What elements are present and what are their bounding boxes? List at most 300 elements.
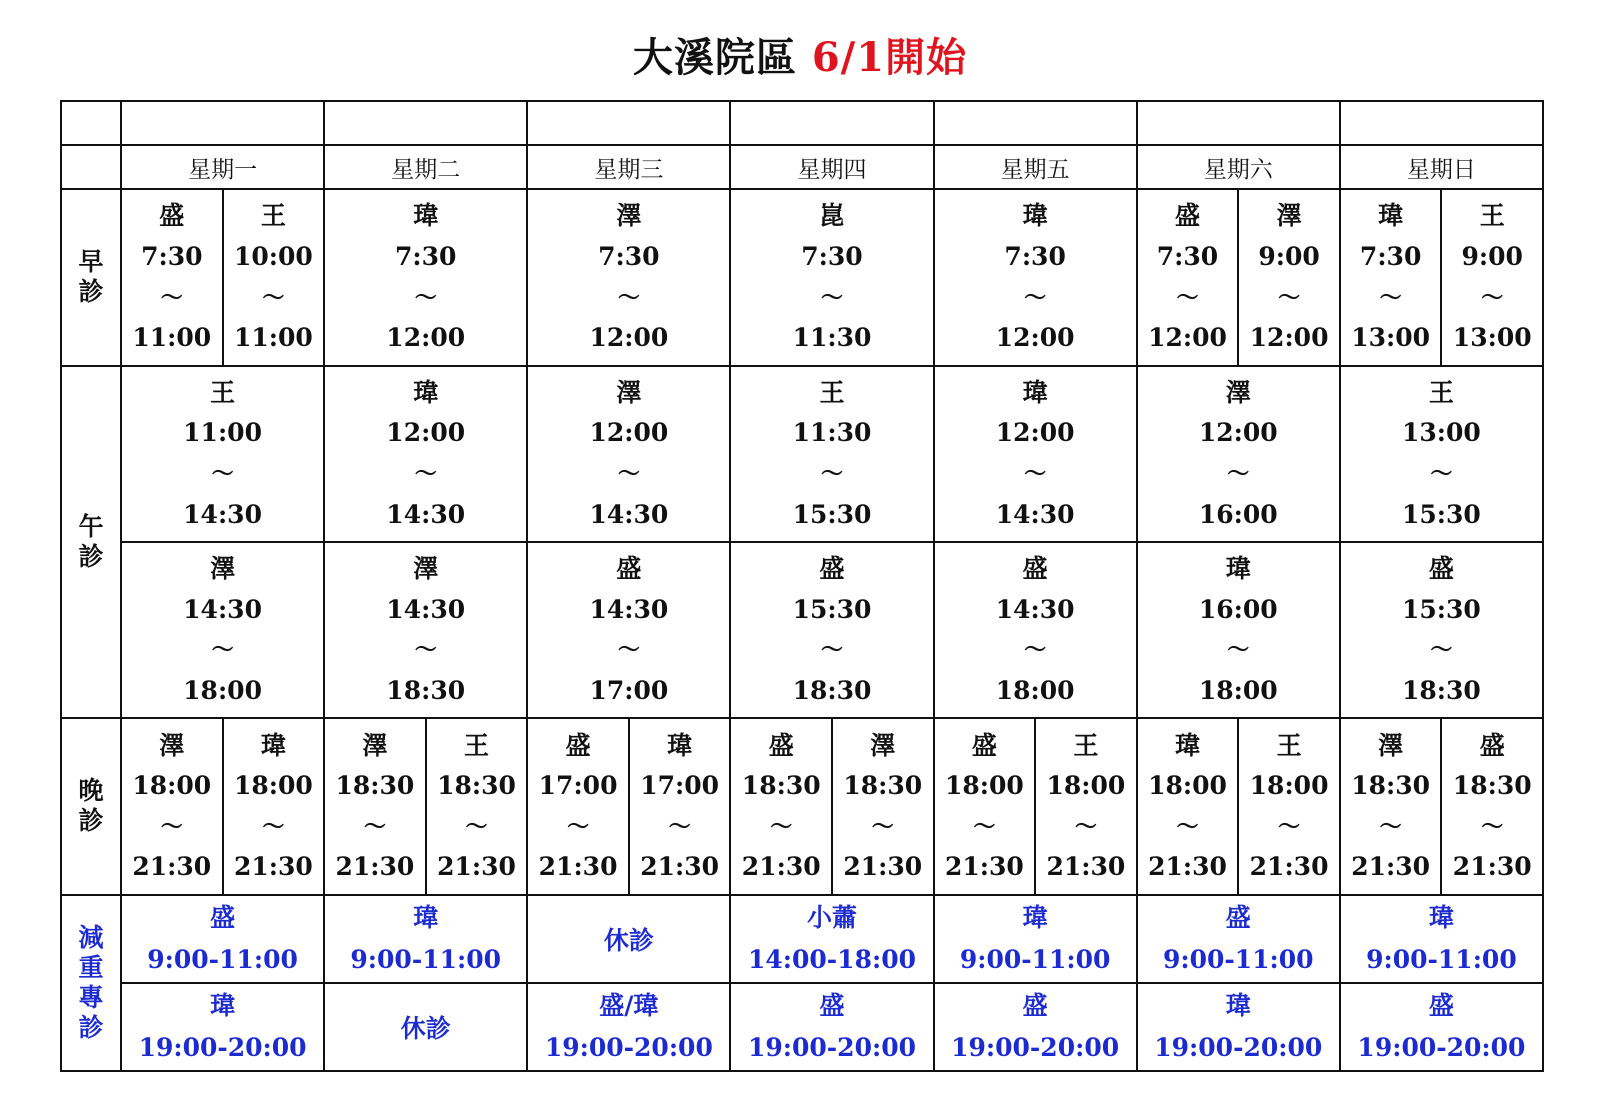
time-slot (935, 367, 1136, 541)
tilde-separator: ～ (1227, 460, 1250, 487)
time-slot (731, 367, 932, 541)
start-time: 15:30 (1402, 594, 1481, 624)
blank-cell (730, 101, 933, 145)
weight2-cell (324, 983, 527, 1071)
end-time: 18:30 (1402, 675, 1481, 705)
start-time: 18:30 (1351, 771, 1431, 801)
doctor-name: 盛 (1225, 902, 1251, 932)
split-cell (1341, 719, 1542, 893)
evening-cell (730, 718, 933, 894)
afternoon-row-2 (61, 542, 1543, 718)
split-cell (1341, 190, 1542, 364)
afternoon2-cell (527, 542, 730, 718)
start-time: 18:00 (233, 771, 313, 801)
start-time: 18:30 (741, 771, 821, 801)
weight1-cell (527, 895, 730, 983)
doctor-name: 澤 (159, 730, 185, 760)
half-cell (528, 719, 628, 893)
tilde-separator: ～ (414, 460, 437, 487)
doctor-name: 瑋 (260, 730, 286, 760)
day-header: 星期六 (1137, 145, 1340, 189)
morning-cell (730, 189, 933, 365)
time-slot (1036, 719, 1136, 893)
weight2-cell (730, 983, 933, 1071)
tilde-separator: ～ (770, 813, 793, 840)
weight1-cell (1137, 895, 1340, 983)
time-slot (935, 543, 1136, 717)
session-time: 9:00-11:00 (1366, 944, 1517, 974)
doctor-name: 盛 (768, 730, 794, 760)
afternoon2-cell (121, 542, 324, 718)
doctor-name: 瑋 (413, 201, 439, 231)
weight-loss-slot (731, 984, 932, 1070)
start-time: 16:00 (1198, 594, 1278, 624)
tilde-separator: ～ (211, 637, 234, 664)
end-time: 21:30 (233, 852, 313, 882)
end-time: 21:30 (132, 852, 212, 882)
time-slot (325, 190, 526, 364)
time-slot (427, 719, 527, 893)
doctor-name: 盛 (159, 201, 185, 231)
tilde-separator: ～ (160, 284, 183, 311)
evening-cell (527, 718, 730, 894)
time-slot (122, 543, 323, 717)
time-slot (1442, 719, 1542, 893)
corner-cell (61, 145, 121, 189)
doctor-name: 瑋 (667, 730, 693, 760)
doctor-name: 小蕭 (806, 902, 857, 932)
start-time: 11:30 (792, 418, 872, 448)
tilde-separator: ～ (1024, 637, 1047, 664)
morning-cell (324, 189, 527, 365)
doctor-name: 盛/瑋 (599, 990, 659, 1020)
doctor-name: 瑋 (1225, 990, 1251, 1020)
doctor-name: 王 (1428, 377, 1454, 407)
doctor-name: 瑋 (1378, 201, 1404, 231)
doctor-name: 澤 (616, 377, 642, 407)
doctor-name: 盛 (616, 554, 642, 584)
session-time: 9:00-11:00 (959, 944, 1111, 974)
start-time: 18:00 (132, 771, 212, 801)
afternoon1-cell (1137, 366, 1340, 542)
end-time: 17:00 (589, 675, 669, 705)
session-time: 19:00-20:00 (138, 1032, 307, 1062)
doctor-name: 瑋 (210, 990, 236, 1020)
day-header: 星期三 (527, 145, 730, 189)
session-time: 14:00-18:00 (747, 944, 916, 974)
tilde-separator: ～ (465, 813, 488, 840)
weight-loss-slot (1341, 896, 1542, 982)
split-cell (935, 719, 1136, 893)
blank-cell (121, 101, 324, 145)
end-time: 12:00 (386, 323, 466, 353)
start-time: 14:30 (995, 594, 1075, 624)
time-slot (1239, 190, 1339, 364)
row-label-weight-loss (61, 895, 121, 1071)
half-cell (122, 190, 222, 364)
end-time: 21:30 (1249, 852, 1329, 882)
start-time: 7:30 (1359, 242, 1422, 272)
title-main: 大溪院區 (632, 34, 812, 81)
doctor-name: 盛 (819, 990, 845, 1020)
time-slot (122, 190, 222, 364)
start-time: 18:30 (335, 771, 415, 801)
start-time: 18:00 (1046, 771, 1126, 801)
time-slot (630, 719, 730, 893)
start-time: 17:00 (538, 771, 618, 801)
doctor-name: 瑋 (1022, 201, 1048, 231)
half-cell (731, 719, 831, 893)
doctor-name: 王 (1276, 730, 1302, 760)
half-cell (628, 719, 730, 893)
weight-loss-slot (935, 896, 1136, 982)
half-cell (122, 719, 222, 893)
time-slot (1341, 367, 1542, 541)
doctor-name: 瑋 (1174, 730, 1200, 760)
day-header: 星期五 (934, 145, 1137, 189)
start-time: 7:30 (395, 242, 457, 272)
blank-cell (934, 101, 1137, 145)
session-time: 9:00-11:00 (350, 944, 502, 974)
afternoon2-cell (1137, 542, 1340, 718)
half-cell (222, 190, 324, 364)
time-slot (731, 719, 831, 893)
tilde-separator: ～ (1074, 813, 1097, 840)
split-cell (325, 719, 526, 893)
half-cell (325, 719, 425, 893)
afternoon2-cell (1340, 542, 1543, 718)
end-time: 21:30 (1046, 852, 1126, 882)
time-slot (1138, 190, 1238, 364)
half-cell (1138, 190, 1238, 364)
end-time: 21:30 (944, 852, 1024, 882)
time-slot (731, 190, 932, 364)
end-time: 14:30 (995, 499, 1075, 529)
start-time: 7:30 (801, 242, 863, 272)
end-time: 21:30 (1452, 852, 1532, 882)
doctor-name: 王 (819, 377, 845, 407)
weight1-cell (1340, 895, 1543, 983)
time-slot (224, 719, 324, 893)
end-time: 11:00 (132, 323, 212, 353)
doctor-name: 澤 (362, 730, 388, 760)
doctor-name: 澤 (1225, 377, 1251, 407)
tilde-separator: ～ (160, 813, 183, 840)
weight-loss-slot (1138, 896, 1339, 982)
afternoon2-cell (934, 542, 1137, 718)
tilde-separator: ～ (363, 813, 386, 840)
time-slot (528, 367, 729, 541)
tilde-separator: ～ (1024, 284, 1047, 311)
time-slot (1442, 190, 1542, 364)
evening-cell (324, 718, 527, 894)
doctor-name: 盛 (1428, 554, 1454, 584)
half-cell (831, 719, 933, 893)
doctor-name: 王 (1073, 730, 1099, 760)
day-header-row (61, 145, 1543, 189)
session-time: 19:00-20:00 (1357, 1032, 1526, 1062)
start-time: 14:30 (589, 594, 669, 624)
weight-loss-slot (1341, 984, 1542, 1070)
doctor-name: 澤 (1276, 201, 1302, 231)
start-time: 9:00 (1258, 242, 1320, 272)
end-time: 21:30 (1351, 852, 1431, 882)
afternoon2-cell (324, 542, 527, 718)
start-time: 12:00 (995, 418, 1075, 448)
tilde-separator: ～ (871, 813, 894, 840)
tilde-separator: ～ (1379, 284, 1402, 311)
doctor-name: 盛 (1022, 990, 1048, 1020)
title-start-date: 6/1開始 (811, 34, 968, 81)
row-label-evening (61, 718, 121, 894)
end-time: 18:00 (1198, 675, 1278, 705)
split-cell (1138, 719, 1339, 893)
afternoon1-cell (934, 366, 1137, 542)
half-cell (1237, 719, 1339, 893)
weight-loss-slot (122, 896, 323, 982)
end-time: 21:30 (335, 852, 415, 882)
weight2-cell (527, 983, 730, 1071)
doctor-name: 盛 (565, 730, 591, 760)
time-slot (1138, 367, 1339, 541)
half-cell (935, 719, 1035, 893)
start-time: 10:00 (233, 242, 313, 272)
closed-label: 休診 (603, 925, 654, 955)
weight1-cell (730, 895, 933, 983)
session-time: 9:00-11:00 (147, 944, 298, 974)
tilde-separator: ～ (211, 460, 234, 487)
start-time: 7:30 (598, 242, 660, 272)
start-time: 18:00 (944, 771, 1024, 801)
end-time: 21:30 (843, 852, 923, 882)
time-slot (528, 543, 729, 717)
end-time: 21:30 (538, 852, 618, 882)
time-slot (1138, 543, 1339, 717)
tilde-separator: ～ (820, 637, 843, 664)
page-title (0, 30, 1600, 86)
evening-cell (1137, 718, 1340, 894)
weight2-cell (1340, 983, 1543, 1071)
end-time: 18:00 (995, 675, 1075, 705)
end-time: 12:00 (1148, 323, 1227, 353)
end-time: 11:30 (792, 323, 872, 353)
end-time: 12:00 (995, 323, 1075, 353)
weight2-cell (121, 983, 324, 1071)
doctor-name: 澤 (870, 730, 896, 760)
blank-cell (1340, 101, 1543, 145)
doctor-name: 瑋 (413, 377, 439, 407)
end-time: 14:30 (589, 499, 669, 529)
half-cell (1341, 190, 1441, 364)
split-cell (122, 719, 323, 893)
start-time: 9:00 (1461, 242, 1523, 272)
doctor-name: 澤 (616, 201, 642, 231)
day-header: 星期四 (730, 145, 933, 189)
afternoon1-cell (527, 366, 730, 542)
evening-row (61, 718, 1543, 894)
split-cell (1138, 190, 1339, 364)
weight-loss-slot (1138, 984, 1339, 1070)
doctor-name: 盛 (1428, 990, 1454, 1020)
time-slot (528, 719, 628, 893)
end-time: 18:30 (386, 675, 466, 705)
weight-loss-row-1 (61, 895, 1543, 983)
time-slot (1341, 719, 1441, 893)
afternoon2-cell (730, 542, 933, 718)
tilde-separator: ～ (617, 284, 640, 311)
evening-cell (1340, 718, 1543, 894)
weight-loss-slot (935, 984, 1136, 1070)
afternoon1-cell (324, 366, 527, 542)
time-slot (833, 719, 933, 893)
split-cell (122, 190, 323, 364)
time-slot (1138, 719, 1238, 893)
start-time: 18:00 (1249, 771, 1329, 801)
half-cell (1034, 719, 1136, 893)
weight2-cell (934, 983, 1137, 1071)
weight-loss-slot (528, 984, 729, 1070)
start-time: 18:30 (843, 771, 923, 801)
row-label-text: 減重專診 (78, 922, 104, 1042)
start-time: 12:00 (386, 418, 466, 448)
time-slot (224, 190, 324, 364)
split-cell (528, 719, 729, 893)
end-time: 12:00 (1249, 323, 1329, 353)
tilde-separator: ～ (414, 637, 437, 664)
morning-row (61, 189, 1543, 365)
tilde-separator: ～ (1227, 637, 1250, 664)
time-slot (325, 543, 526, 717)
weight2-cell (1137, 983, 1340, 1071)
tilde-separator: ～ (668, 813, 691, 840)
blank-row (61, 101, 1543, 145)
row-label-afternoon (61, 366, 121, 719)
doctor-name: 王 (210, 377, 236, 407)
end-time: 15:30 (1402, 499, 1481, 529)
start-time: 13:00 (1402, 418, 1481, 448)
doctor-name: 盛 (210, 902, 236, 932)
tilde-separator: ～ (617, 460, 640, 487)
doctor-name: 盛 (1174, 201, 1200, 231)
split-cell (731, 719, 932, 893)
end-time: 21:30 (437, 852, 516, 882)
tilde-separator: ～ (262, 284, 285, 311)
weight-loss-row-2 (61, 983, 1543, 1071)
start-time: 7:30 (141, 242, 203, 272)
blank-cell (324, 101, 527, 145)
tilde-separator: ～ (820, 460, 843, 487)
doctor-name: 盛 (1479, 730, 1505, 760)
tilde-separator: ～ (1379, 813, 1402, 840)
time-slot (325, 719, 425, 893)
start-time: 12:00 (1198, 418, 1278, 448)
session-time: 19:00-20:00 (1154, 1032, 1323, 1062)
end-time: 21:30 (1148, 852, 1227, 882)
time-slot (528, 190, 729, 364)
half-cell (1440, 190, 1542, 364)
start-time: 14:30 (386, 594, 466, 624)
tilde-separator: ～ (1430, 460, 1453, 487)
start-time: 7:30 (1156, 242, 1219, 272)
doctor-name: 澤 (210, 554, 236, 584)
evening-cell (934, 718, 1137, 894)
schedule-table (60, 100, 1544, 1072)
start-time: 7:30 (1004, 242, 1066, 272)
half-cell (1440, 719, 1542, 893)
tilde-separator: ～ (1278, 284, 1301, 311)
tilde-separator: ～ (1024, 460, 1047, 487)
end-time: 21:30 (640, 852, 720, 882)
tilde-separator: ～ (617, 637, 640, 664)
morning-cell (121, 189, 324, 365)
afternoon1-cell (121, 366, 324, 542)
time-slot (731, 543, 932, 717)
doctor-name: 瑋 (1428, 902, 1454, 932)
start-time: 18:00 (1148, 771, 1227, 801)
half-cell (425, 719, 527, 893)
blank-cell (527, 101, 730, 145)
doctor-name: 王 (260, 201, 286, 231)
end-time: 12:00 (589, 323, 669, 353)
morning-cell (527, 189, 730, 365)
time-slot (1341, 190, 1441, 364)
weight1-cell (934, 895, 1137, 983)
time-slot (935, 190, 1136, 364)
time-slot (325, 367, 526, 541)
tilde-separator: ～ (1176, 284, 1199, 311)
session-time: 19:00-20:00 (951, 1032, 1120, 1062)
end-time: 16:00 (1198, 499, 1278, 529)
end-time: 13:00 (1351, 323, 1431, 353)
tilde-separator: ～ (1430, 637, 1453, 664)
end-time: 13:00 (1452, 323, 1532, 353)
tilde-separator: ～ (820, 284, 843, 311)
row-label-text: 晚診 (78, 776, 104, 836)
tilde-separator: ～ (1176, 813, 1199, 840)
doctor-name: 瑋 (1022, 902, 1048, 932)
time-slot (1341, 543, 1542, 717)
afternoon1-cell (730, 366, 933, 542)
row-label-text: 午診 (78, 511, 104, 571)
tilde-separator: ～ (567, 813, 590, 840)
doctor-name: 王 (1479, 201, 1505, 231)
half-cell (1237, 190, 1339, 364)
session-time: 19:00-20:00 (544, 1032, 713, 1062)
doctor-name: 盛 (1022, 554, 1048, 584)
tilde-separator: ～ (973, 813, 996, 840)
start-time: 12:00 (589, 418, 669, 448)
day-header: 星期一 (121, 145, 324, 189)
doctor-name: 盛 (819, 554, 845, 584)
end-time: 15:30 (792, 499, 872, 529)
half-cell (222, 719, 324, 893)
tilde-separator: ～ (262, 813, 285, 840)
start-time: 18:30 (1452, 771, 1532, 801)
evening-cell (121, 718, 324, 894)
morning-cell (934, 189, 1137, 365)
afternoon-row-1 (61, 366, 1543, 542)
doctor-name: 崑 (819, 201, 845, 231)
doctor-name: 瑋 (1022, 377, 1048, 407)
start-time: 18:30 (437, 771, 516, 801)
tilde-separator: ～ (414, 284, 437, 311)
doctor-name: 王 (464, 730, 490, 760)
tilde-separator: ～ (1481, 813, 1504, 840)
start-time: 17:00 (640, 771, 720, 801)
blank-cell (61, 101, 121, 145)
blank-cell (1137, 101, 1340, 145)
row-label-morning (61, 189, 121, 365)
